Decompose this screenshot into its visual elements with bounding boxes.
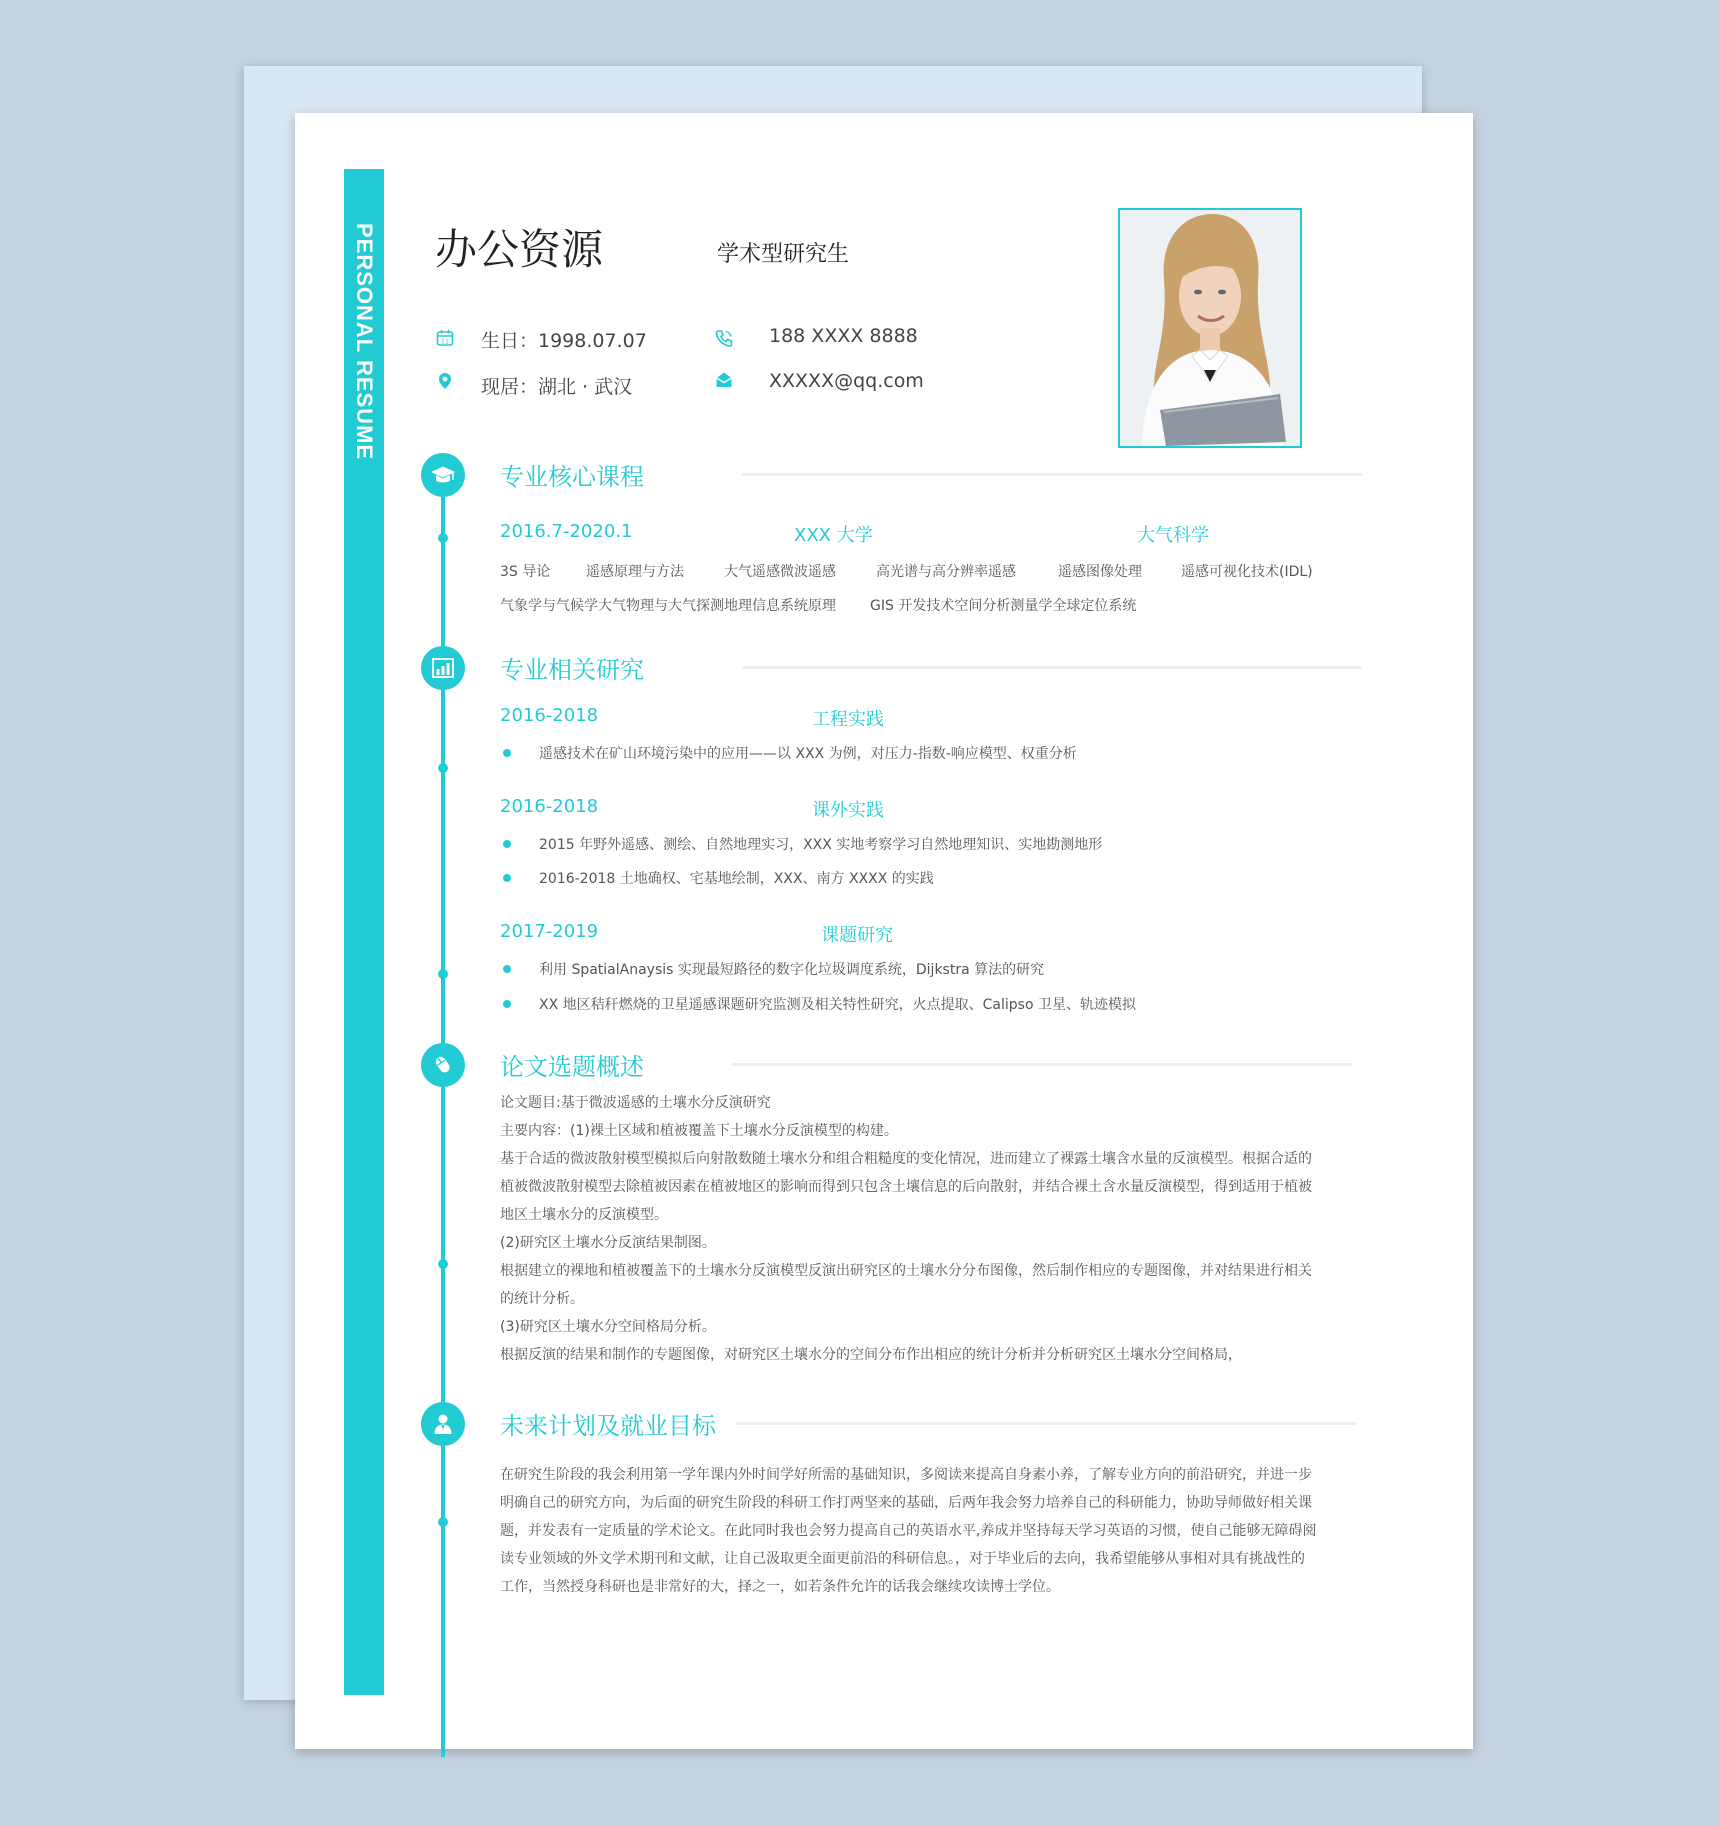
timeline-dot <box>438 533 448 543</box>
course-item: GIS 开发技术空间分析测量学全球定位系统 <box>870 598 1137 614</box>
bullet <box>503 965 511 973</box>
section-title-research: 专业相关研究 <box>500 656 644 684</box>
location-pin-icon <box>436 372 454 390</box>
email-address: XXXXX@qq.com <box>769 370 924 392</box>
thesis-line: 地区土壤水分的反演模型。 <box>500 1207 668 1223</box>
research-type: 课题研究 <box>821 925 893 946</box>
email-icon <box>715 371 733 389</box>
course-major: 大气科学 <box>1137 525 1209 546</box>
timeline-dot <box>438 1259 448 1269</box>
research-item: 2015 年野外遥感、测绘、自然地理实习，XXX 实地考察学习自然地理知识、实地勘测地形 <box>539 837 1103 853</box>
thesis-line: (3)研究区土壤水分空间格局分析。 <box>500 1319 716 1335</box>
section-divider <box>736 1422 1356 1425</box>
research-type: 工程实践 <box>812 709 884 730</box>
future-line: 明确自己的研究方向，为后面的研究生阶段的科研工作打两坚来的基础，后两年我会努力培养自己的科研能力，协助导师做好相关课 <box>500 1495 1312 1511</box>
side-label: PERSONAL RESUME <box>352 223 377 461</box>
section-title-future: 未来计划及就业目标 <box>500 1412 716 1440</box>
thesis-line: 根据建立的裸地和植被覆盖下的土壤水分反演模型反演出研究区的土壤水分分布图像，然后制作相应的专题图像，并对结果进行相关 <box>500 1263 1312 1279</box>
future-line: 题，并发表有一定质量的学术论文。在此同时我也会努力提高自己的英语水平,养成并坚持每天学习英语的习惯，使自己能够无障碍阅 <box>500 1523 1317 1539</box>
section-divider <box>732 1063 1352 1066</box>
resume-page <box>295 113 1473 1749</box>
timeline-dot <box>438 763 448 773</box>
thesis-line: (2)研究区土壤水分反演结果制图。 <box>500 1235 716 1251</box>
current-location: 现居：湖北 · 武汉 <box>481 376 633 398</box>
course-item: 遥感可视化技术(IDL) <box>1181 564 1313 580</box>
course-period: 2016.7-2020.1 <box>500 521 633 542</box>
course-school: XXX 大学 <box>794 525 873 546</box>
thesis-line: 基于合适的微波散射模型模拟后向射散数随土壤水分和组合粗糙度的变化情况，进而建立了裸露土壤含水量的反演模型。根据合适的 <box>500 1151 1312 1167</box>
birth-date: 生日：1998.07.07 <box>481 330 647 352</box>
section-title-thesis: 论文选题概述 <box>500 1053 644 1081</box>
future-text <box>500 1461 1348 1601</box>
research-period: 2016-2018 <box>500 705 599 726</box>
calendar-day: 11 <box>441 338 449 346</box>
thesis-line: 主要内容：(1)裸土区域和植被覆盖下土壤水分反演模型的构建。 <box>500 1123 898 1139</box>
thesis-line: 植被微波散射模型去除植被因素在植被地区的影响而得到只包含土壤信息的后向散射，并结合裸土含水量反演模型，得到适用于植被 <box>500 1179 1312 1195</box>
future-line: 工作，当然授身科研也是非常好的大，择之一，如若条件允许的话我会继续攻读博士学位。 <box>500 1579 1060 1595</box>
research-item: XX 地区秸秆燃烧的卫星遥感课题研究监测及相关特性研究，火点提取、Calipso 卫星、轨迹模拟 <box>539 997 1136 1013</box>
course-item: 气象学与气候学大气物理与大气探测地理信息系统原理 <box>500 598 836 614</box>
course-item: 3S 导论 <box>500 564 551 580</box>
user-icon <box>421 1402 465 1446</box>
thesis-text <box>500 1089 1348 1369</box>
course-item: 遥感原理与方法 <box>586 564 684 580</box>
thesis-line: 根据反演的结果和制作的专题图像，对研究区土壤水分的空间分布作出相应的统计分析并分析研究区土壤水分空间格局， <box>500 1347 1242 1363</box>
bullet <box>503 874 511 882</box>
phone-number: 188 XXXX 8888 <box>769 325 918 347</box>
side-bar <box>344 169 384 1695</box>
mouse-icon <box>421 1043 465 1087</box>
research-period: 2016-2018 <box>500 796 599 817</box>
course-item: 大气遥感微波遥感 <box>724 564 836 580</box>
course-item: 高光谱与高分辨率遥感 <box>876 564 1016 580</box>
research-item: 利用 SpatialAnaysis 实现最短路径的数字化垃圾调度系统，Dijkstra 算法的研究 <box>539 962 1045 978</box>
profile-photo <box>1118 208 1302 448</box>
bar-chart-icon <box>421 646 465 690</box>
section-title-courses: 专业核心课程 <box>500 463 644 491</box>
applicant-name: 办公资源 <box>435 225 604 274</box>
bullet <box>503 840 511 848</box>
future-line: 读专业领域的外文学术期刊和文献，让自己汲取更全面更前沿的科研信息。，对于毕业后的去向，我希望能够从事相对具有挑战性的 <box>500 1551 1305 1567</box>
applicant-role: 学术型研究生 <box>717 242 850 267</box>
calendar-icon <box>436 329 454 347</box>
research-period: 2017-2019 <box>500 921 599 942</box>
research-item: 2016-2018 土地确权、宅基地绘制，XXX、南方 XXXX 的实践 <box>539 871 934 887</box>
bullet <box>503 749 511 757</box>
bullet <box>503 1000 511 1008</box>
section-divider <box>742 473 1362 476</box>
research-item: 遥感技术在矿山环境污染中的应用——以 XXX 为例，对压力-指数-响应模型、权重分析 <box>539 746 1077 762</box>
timeline-dot <box>438 1517 448 1527</box>
timeline-dot <box>438 969 448 979</box>
thesis-line: 的统计分析。 <box>500 1291 584 1307</box>
thesis-line: 论文题目:基于微波遥感的土壤水分反演研究 <box>500 1095 771 1111</box>
future-line: 在研究生阶段的我会利用第一学年课内外时间学好所需的基础知识，多阅读来提高自身素小养，了解专业方向的前沿研究，并进一步 <box>500 1467 1312 1483</box>
phone-icon <box>715 329 733 347</box>
section-divider <box>742 666 1362 669</box>
research-type: 课外实践 <box>812 800 884 821</box>
graduation-cap-icon <box>421 453 465 497</box>
course-item: 遥感图像处理 <box>1058 564 1142 580</box>
